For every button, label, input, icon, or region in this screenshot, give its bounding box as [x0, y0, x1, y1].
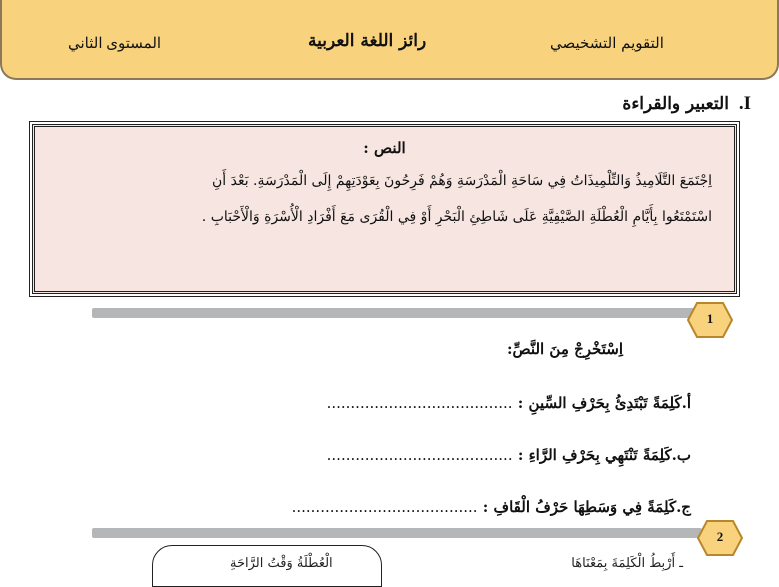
exercise-1-number: 1: [706, 311, 714, 326]
reading-text-box: [32, 124, 737, 294]
question-a: [327, 394, 691, 412]
exercise-1-number-hexagon: [687, 302, 733, 338]
exercise-2-number-hexagon: [697, 520, 743, 556]
question-b-answer-blank[interactable]: .......................................: [326, 446, 513, 464]
text-box-title: النص :: [363, 139, 406, 157]
header-level: المستوى الثاني: [68, 36, 162, 52]
question-a-answer-blank[interactable]: .......................................: [326, 394, 513, 412]
exercise-2-divider: [92, 528, 702, 538]
section-heading: [622, 93, 751, 115]
exercise-1-divider: [92, 308, 702, 318]
exercise-2-cut-text-right: ـ أَرْبِطُ الْكَلِمَةَ بِمَعْنَاهَا: [571, 556, 683, 571]
header-title: رائز اللغة العربية: [308, 31, 427, 51]
question-c-label: ج.كَلِمَةً فِي وَسَطِهَا حَرْفُ الْقَافِ :: [482, 498, 691, 516]
section-number: I.: [738, 93, 751, 114]
page-header: [0, 0, 779, 80]
section-title: التعبير والقراءة: [622, 94, 729, 114]
question-c-answer-blank[interactable]: .......................................: [291, 498, 478, 516]
text-line-2: اسْتَمْتَعُوا بِأَيَّامِ الْعُطْلَةِ الصَّيْفِيَّةِ عَلَى شَاطِئِ الْبَحْرِ أَوْ فِي الْقُرَى مَعَ أَفْرَادِ الْأُسْرَةِ وَالْأَحْبَابِ .: [201, 209, 712, 225]
question-b-label: ب.كَلِمَةً تَنْتَهِي بِحَرْفِ الرَّاءِ :: [517, 446, 691, 464]
question-a-label: أ.كَلِمَةً تَبْتَدِئُ بِحَرْفِ السِّينِ :: [517, 394, 691, 412]
exercise-2-cut-text-left: الْعُطْلَةُ وَقْتُ الرَّاحَةِ: [230, 556, 333, 571]
question-b: [327, 446, 691, 464]
header-evaluation: التقويم التشخيصي: [550, 34, 664, 52]
exercise-1-instruction: اِسْتَخْرِجْ مِنَ النَّصِّ:: [507, 340, 623, 358]
text-line-1: اِجْتَمَعَ التَّلَامِيذُ وَالتِّلْمِيذَاتُ فِي سَاحَةِ الْمَدْرَسَةِ وَهُمْ فَرِحُونَ بِعَوْدَتِهِمْ إِلَى الْمَدْرَسَةِ. بَعْدَ أَنِ: [211, 173, 712, 189]
exercise-2-number: 2: [716, 529, 724, 544]
question-c: [292, 498, 691, 516]
